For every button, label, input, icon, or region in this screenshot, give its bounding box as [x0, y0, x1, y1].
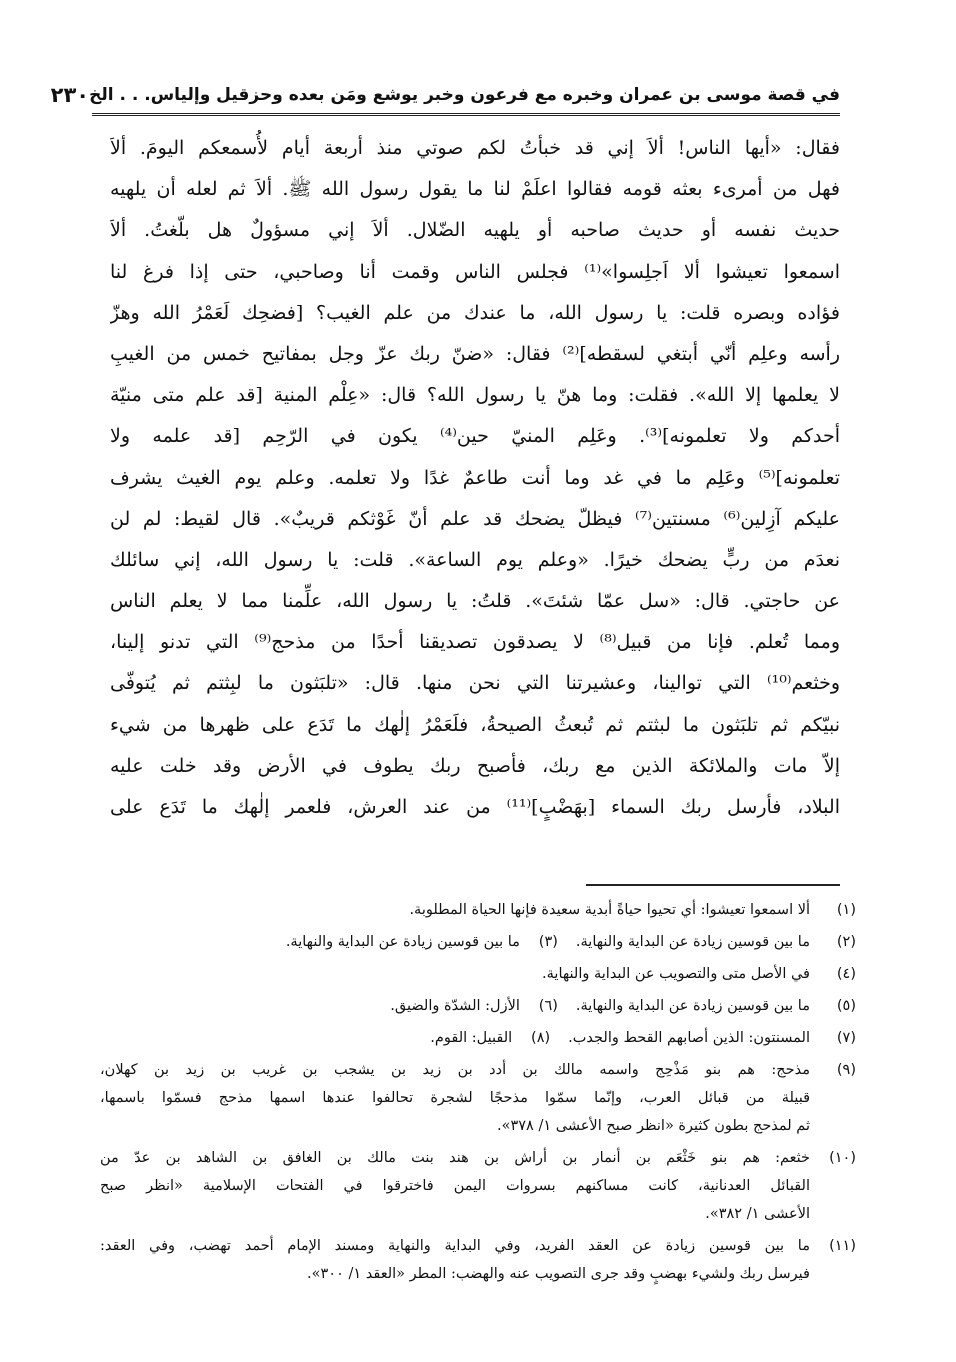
footnote-text: ثم لمذحج بطون كثيرة «انظر صبح الأعشى ١/ ٣٧٨».	[496, 1118, 810, 1134]
body-line: حديث نفسه أو حديث صاحبه أو يلهيه الضّلال. ألاَ إني مسؤولٌ هل بلّغتُ. ألاَ	[110, 219, 840, 242]
footnote-number: (١١)	[829, 1238, 856, 1254]
footnote-text: في الأصل متى والتصويب عن البداية والنهاية.	[542, 966, 810, 982]
footnote-pair-5-6	[100, 992, 856, 1020]
body-line: ومما تُعلم. فإنا من قبيل⁽⁸⁾ لا يصدقون تصديقنا أحدًا من مذحج⁽⁹⁾ التي تدنو إلينا،	[110, 631, 840, 654]
footnote-number: (١)	[836, 902, 856, 918]
footnote-number: (٧)	[836, 1030, 856, 1046]
body-line: عن حاجتي. قال: «سل عمّا شئتَ». قلتُ: يا رسول الله، علِّمنا مما لا يعلم الناس	[110, 590, 840, 613]
footnote-4	[100, 960, 856, 988]
footnote-10	[100, 1144, 856, 1228]
footnote-number: (٥)	[836, 998, 856, 1014]
page-number: ٢٣٠	[50, 83, 90, 107]
body-line: فؤاده وبصره قلت: يا رسول الله، ما عندك من علم الغيب؟ [فضحِك لَعَمْرُ الله وهزّ	[110, 301, 840, 324]
footnote-number: (٣)	[538, 934, 558, 950]
footnote-text: القبائل العدنانية، كانت مساكنهم بسروات اليمن فاخترقوا في الفتحات الإسلامية «انظر صبح	[100, 1178, 810, 1194]
body-line: أحدكم ولا تعلمونه]⁽³⁾. وعَلِم المنيّ حين⁽⁴⁾ يكون في الرّحِم [قد علمه ولا	[110, 425, 840, 448]
footnote-text: مذحج: هم بنو مَذْحِج واسمه مالك بن أدد بن زيد بن يشجب بن غريب بن زيد بن كهلان،	[100, 1062, 810, 1078]
body-line: اسمعوا تعيشوا ألا اَجلِسوا»⁽¹⁾ فجلس الناس وقمت أنا وصاحبي، حتى إذا فرغ لنا	[110, 260, 840, 283]
footnote-text: قبيلة من قبائل العرب، وإنّما سمّوا مذحجًا لشجرة تحالفوا عندها اسمها مذحج فسمّوا باسمها،	[100, 1090, 810, 1106]
footnote-1	[100, 896, 856, 924]
page-header	[50, 78, 840, 112]
footnote-text: ما بين قوسين زيادة عن العقد الفريد، وفي البداية والنهاية ومسند الإمام أحمد تهضب، وفي العقد:	[100, 1238, 810, 1254]
footnote-number: (٨)	[531, 1030, 551, 1046]
footnote-text: القبيل: القوم.	[430, 1030, 513, 1046]
footnote-number: (٩)	[836, 1062, 856, 1078]
footnote-text: المسنتون: الذين أصابهم القحط والجدب.	[568, 1030, 810, 1046]
footnote-rule	[586, 884, 840, 886]
footnote-pair-7-8	[100, 1024, 856, 1052]
footnote-number: (١٠)	[829, 1150, 856, 1166]
footnote-text: ما بين قوسين زيادة عن البداية والنهاية.	[575, 998, 810, 1014]
footnote-text: ألا اسمعوا تعيشوا: أي تحيوا حياةً أبدية سعيدة فإنها الحياة المطلوبة.	[409, 902, 810, 918]
body-line: البلاد، فأرسل ربك السماء [بهَضْبٍ]⁽¹¹⁾ من عند العرش، فلعمر إلٰهك ما تَدَع على	[110, 796, 840, 818]
body-line: رأسه وعلِم أنّي أبتغي لسقطه]⁽²⁾ فقال: «ضنّ ربك عزّ وجل بمفاتيح خمس من الغيبِ	[110, 342, 840, 365]
body-line: لا يعلمها إلا الله». فقلت: وما هنّ يا رسول الله؟ قال: «عِلْم المنية [قد علم متى منيّة	[110, 384, 840, 407]
body-text	[110, 128, 840, 828]
body-line: فهل من أمرىء بعثه قومه فقالوا اعلَمْ لنا ما يقول رسول الله ﷺ. ألاَ ثم لعله أن يلهيه	[110, 178, 840, 201]
footnote-11	[100, 1232, 856, 1288]
footnotes	[100, 896, 856, 1292]
body-line: فقال: «أيها الناس! ألاَ إني قد خبأتُ لكم صوتي منذ أربعة أيام لأُسمعكم اليومَ. ألاَ	[110, 137, 840, 159]
footnote-text: ما بين قوسين زيادة عن البداية والنهاية.	[285, 934, 520, 950]
footnote-text: ما بين قوسين زيادة عن البداية والنهاية.	[575, 934, 810, 950]
footnote-text: الأزل: الشدّة والضيق.	[390, 998, 520, 1014]
footnote-9	[100, 1056, 856, 1140]
body-line: نبيّكم ثم تلبَثون ما لبثتم ثم تُبعثُ الصيحةُ، فلَعَمْرُ إلٰهك ما تَدَع على ظهرها من شيء	[110, 713, 840, 736]
footnote-number: (٢)	[836, 934, 856, 950]
footnote-text: خثعم: هم بنو خَثْعَم بن أنمار بن أراش بن هند بنت مالك بن الغافق بن الشاهد بن عدّ من	[100, 1150, 810, 1166]
running-title: في قصة موسى بن عمران وخبره مع فرعون وخبر يوشع ومَن بعده وحزقيل وإلياس. . . الخ	[89, 85, 840, 105]
body-line: وخثعم⁽¹⁰⁾ التي توالينا، وعشيرتنا التي نحن منها. قال: «تلبَثون ما لبِثتم ثم يُتوفّى	[110, 672, 840, 695]
body-line: نعدَم من ربٍّ يضحك خيرًا. «وعلم يوم الساعة». قلت: يا رسول الله، إني سائلك	[110, 548, 840, 571]
footnote-number: (٤)	[836, 966, 856, 982]
footnote-text: الأعشى ١/ ٣٨٢».	[705, 1206, 810, 1222]
footnote-pair-2-3	[100, 928, 856, 956]
body-line: إلاّ مات والملائكة الذين مع ربك، فأصبح ربك يطوف في الأرض وقد خلت عليه	[110, 754, 840, 777]
header-rule	[92, 113, 840, 116]
footnote-text: فيرسل ربك ولشيء بهضبٍ وقد جرى التصويب عنه والهضب: المطر «العقد ١/ ٣٠٠».	[307, 1266, 810, 1282]
body-line: تعلمونه]⁽⁵⁾ وعَلِم ما في غد وما أنت طاعمٌ غدًا ولا تعلمه. وعلم يوم الغيث يشرف	[110, 466, 840, 489]
body-line: عليكم آزِلين⁽⁶⁾ مسنتين⁽⁷⁾ فيظلّ يضحك قد علم أنّ غَوْثكم قريبٌ». قال لقيط: لم لن	[110, 507, 840, 530]
footnote-number: (٦)	[538, 998, 558, 1014]
